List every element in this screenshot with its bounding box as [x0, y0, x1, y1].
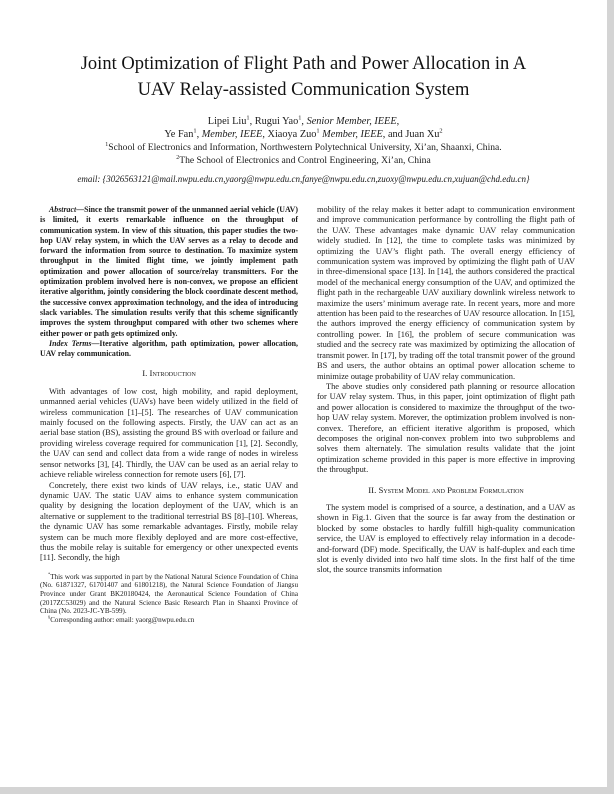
- footnote-block: [40, 573, 298, 625]
- footnote-funding: [40, 573, 298, 616]
- intro-paragraph-1: With advantages of low cost, high mobility, and rapid deployment, unmanned aerial vehicles (UAVs) have been widely utilized in the field of wireless communication [1]–[5]. The researches of UAV communication mainly focused on the following aspects. Firstly, the UAV can act as an aerial base station (BS), assisting the ground BS with overload or failure and providing wireless coverage required for communication [1], [2]. Secondly, the UAV can send and collect data from a wide range of nodes in wireless sensor networks [3], [4]. Thirdly, the UAV can be used as an aerial relay to achieve reliable wireless connection for remote users [6], [7].: [40, 386, 298, 480]
- paper-title-line2: UAV Relay-assisted Communication System: [137, 80, 470, 100]
- section-heading-introduction: I. Introduction: [142, 368, 196, 379]
- affiliation-1: $^1$School of Electronics and Information, Northwestern Polytechnical University, Xi’an, Shaanxi, China.: [105, 141, 502, 153]
- author-names-line1: Lipei Liu$^1$, Rugui Yao$^1$, Senior Member, IEEE,: [207, 114, 400, 127]
- footnote-funding-marker: *: [48, 571, 51, 577]
- paper-title: [0, 51, 607, 103]
- author-names-line2: Ye Fan$^1$, Member, IEEE, Xiaoya Zuo$^1$ Member, IEEE, and Juan Xu$^2$: [164, 127, 443, 140]
- system-model-paragraph-1: The system model is comprised of a source, a destination, and a UAV as shown in Fig.1. Given that the source is far away from the destination or blocked by some obstacles to hardly fulfill high-quality communication service, the UAV is employed to effectively relay information in a decode-and-forward (DF) mode. Specifically, the UAV is half-duplex and each time slot is evenly divided into two half time slots. In the first half of the time slot, the source transmits information: [317, 502, 575, 575]
- abstract-label: Abstract: [49, 205, 77, 214]
- abstract: [40, 205, 298, 339]
- affiliation-2: $^2$The School of Electronics and Control Engineering, Xi’an, China: [176, 154, 431, 166]
- intro-paragraph-4: The above studies only considered path planning or resource allocation for UAV relay system. Thus, in this paper, joint optimization of flight path and power allocation is considered to maximize the throughput of the two-hop UAV relay system. Morever, the optimization problem involved is non-convex. Therefore, an efficient iterative algorithm is proposed, which decomposes the original non-convex problem into two subproblems and solves them alternately. The simulation results validate that the joint optimization scheme provided in this paper is more effective in improving the throughput.: [317, 381, 575, 475]
- right-column: [317, 205, 575, 624]
- paper-title-line1: Joint Optimization of Flight Path and Power Allocation in A: [80, 54, 527, 74]
- abstract-text: —Since the transmit power of the unmanned aerial vehicle (UAV) is limited, it exerts remarkable influence on the throughput of communication system. In view of this situation, this paper studies the two-hop UAV relay system, in which the UAV serves as a relay to decode and forward the information from source to destination. To maximize system throughput in the limited flight time, we jointly implement path optimization and power allocation of source/relay transmitters. For the optimization problem involved here is non-convex, we propose an efficient iterative algorithm, jointly considering the block coordinate descent method, the successive convex approximation technology, and the idea of introducing slack variables. The simulation results verify that this scheme significantly improves the system throughput compared with other two schemes where either power or path gets optimized only.: [40, 205, 298, 338]
- footnote-corresponding: [40, 616, 298, 625]
- index-terms-text: —Iterative algorithm, path optimization, power allocation, UAV relay communication.: [40, 338, 298, 359]
- author-emails: email: {3026563121@mail.nwpu.edu.cn,yaorg@nwpu.edu.cn,fanye@nwpu.edu.cn,zuoxy@nwpu.edu.cn,xujuan@chd.edu.cn}: [77, 174, 530, 184]
- index-terms: [40, 339, 298, 360]
- section-heading-system-model: II. System Model and Problem Formulation: [368, 484, 524, 495]
- author-block: [0, 115, 607, 185]
- left-column: [40, 205, 298, 624]
- two-column-body: [40, 205, 575, 624]
- footnote-corresponding-text: Corresponding author: email: yaorg@nwpu.edu.cn: [50, 615, 195, 624]
- index-terms-label: Index Terms: [49, 338, 92, 348]
- intro-paragraph-2: Concretely, there exist two kinds of UAV relays, i.e., static UAV and dynamic UAV. The static UAV aims to enhance system communication quality by designing the location deployment of the UAV, which is an alternative or supplement to the traditional terrestrial BS [8]–[10]. Whereas, the dynamic UAV has some remarkable advantages. Firstly, mobile relay system can be much more flexibly deployed and are more cost-effective, thus the mobile relay is suitable for emergency or other unexpected events [11]. Secondly, the high: [40, 480, 298, 563]
- footnote-funding-text: This work was supported in part by the National Natural Science Foundation of China (No. 61871327, 61701407 and 61801218), the Natural Science Foundation of Jiangsu Province under Grant BK20180424, the Aeronautical Science Foundation of China (2017ZC53029) and the Natural Science Basic Research Plan in Shaanxi Province of China (No. 2023-JC-YB-599).: [40, 572, 298, 616]
- footnote-corresponding-marker: §: [48, 614, 51, 620]
- intro-paragraph-3-continued: mobility of the relay makes it better adapt to communication environment and improve communication performance by controlling the flight path of the UAV. These advantages make dynamic UAV relay communication widely studied. In [12], the time to complete tasks was minimized by optimizing the UAV’s flight path. The overall energy efficiency of communication system was improved by optimizing the flight path of UAV in three-dimensional space [13]. In [14], the authors considered the practical model of the mechanical energy consumption of the UAV, and optimized the flight path in the rechargeable UAV auxiliary downlink wireless network to maximize the users’ minimum average rate. In recent years, more and more attention has been paid to the researches of UAV resource allocation. In [15], the authors improved the energy efficiency of communication system by controlling power. In [16], the problem of secure communication was studied and the secrecy rate was maximized by optimizing the allocation of transmit power. In [17], by trading off the total transmit power of the ground BS and users, the author obtains an optimal power allocation scheme to minimize outage probability of UAV relay communication.: [317, 205, 575, 381]
